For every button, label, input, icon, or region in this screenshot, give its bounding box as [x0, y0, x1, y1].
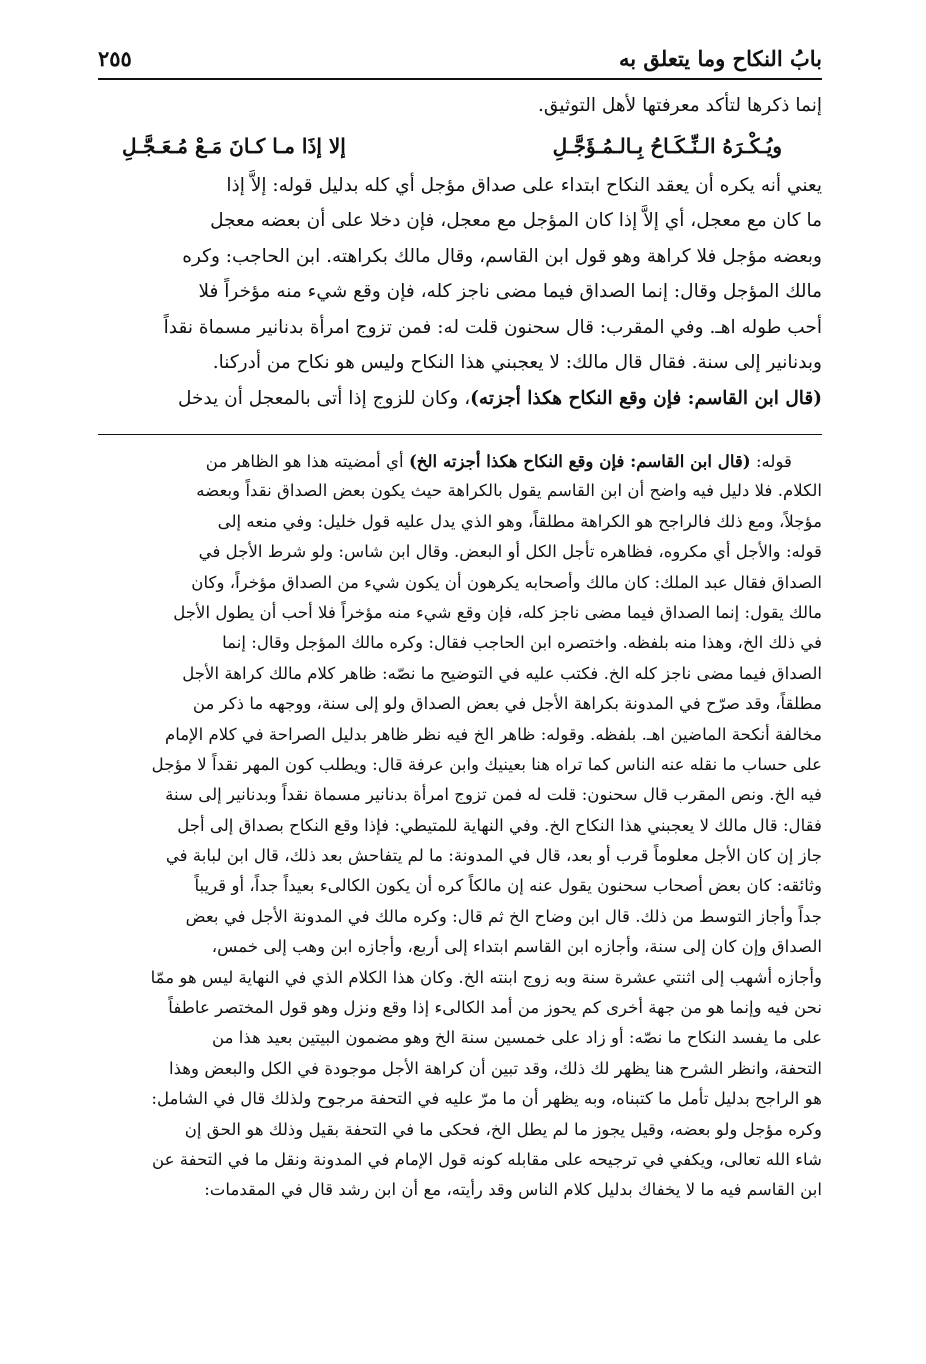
note-line: مطلقاً، وقد صرّح في المدونة بكراهة الأجل في بعض الصداق ولو إلى سنة، ووجهه ما ذكر من	[192, 694, 822, 714]
intro-line: إنما ذكرها لتأكد معرفتها لأهل التوثيق.	[538, 95, 822, 116]
text-line: ما كان مع معجل، أي إلاَّ إذا كان المؤجل مع معجل، فإن دخلا على أن بعضه معجل	[210, 210, 822, 231]
text-line: أحب طوله اهـ. وفي المقرب: قال سحنون قلت له: فمن تزوج امرأة بدنانير مسماة نقداً	[163, 316, 822, 338]
note-line: الصداق وإن كان إلى سنة، وأجازه ابن القاسم ابتداء إلى أربع، وأجازه ابن وهب إلى خمس،	[211, 937, 822, 957]
text-line: يعني أنه يكره أن يعقد النكاح ابتداء على صداق مؤجل أي كله بدليل قوله: إلاَّ إذا	[226, 174, 822, 196]
note-line: مؤجلاً، ومع ذلك فالراجح هو الكراهة مطلقاً، وهو الذي يدل عليه قول خليل: وفي منعه إلى	[217, 511, 822, 531]
note-line: الصداق فقال عبد الملك: كان مالك وأصحابه يكرهون أن يكون شيء من الصداق مؤخراً، وكان	[191, 572, 822, 592]
quote-rest: ، وكان للزوج إذا أتى بالمعجل أن يدخل	[177, 387, 471, 409]
note-line: على ما يفسد النكاح ما نصّه: أو زاد على خمسين سنة الخ وهو مضمون البيتين بعيد هذا من	[212, 1028, 822, 1048]
verse-hemistich-2: إلا إذَا مـا كـانَ مَـعْ مُـعَـجَّـلِ	[122, 133, 346, 158]
main-text	[98, 88, 822, 416]
note-line: فيه الخ. ونص المقرب قال سحنون: قلت له فمن تزوج امرأة بدنانير مسماة نقداً وبدنانير إلى سنة	[165, 785, 822, 805]
note-line: الصداق فيما مضى ناجز كله الخ. فكتب عليه في التوضيح ما نصّه: ظاهر كلام مالك كراهة الأجل	[182, 663, 822, 683]
note-quote-rest: أي أمضيته هذا هو الظاهر من	[205, 452, 409, 471]
note-first-line	[98, 446, 822, 476]
verse-hemistich-1: ويُـكْـرَهُ الـنِّـكَـاحُ بِـالـمُـؤَجَّـلِ	[552, 133, 782, 158]
note-line: قوله: والأجل أي مكروه، فظاهره تأجل الكل أو البعض. وقال ابن شاس: ولو شرط الأجل في	[198, 542, 822, 562]
running-title: بابُ النكاح وما يتعلق به	[618, 46, 822, 71]
note-line: التحفة، وانظر الشرح هنا يظهر لك ذلك، وقد تبين أن كراهة الأجل موجودة في الكل والبعض وهذا	[168, 1058, 822, 1078]
note-line: ابن القاسم فيه ما لا يخفاك بدليل كلام الناس وقد رأيته، مع أن ابن رشد قال في المقدمات:	[204, 1180, 822, 1200]
note-quote-bold: (قال ابن القاسم: فإن وقع النكاح هكذا أجزته الخ)	[408, 451, 751, 471]
text-line: مالك المؤجل وقال: إنما الصداق فيما مضى ناجز كله، فإن وقع شيء منه مؤخراً فلا	[198, 281, 822, 302]
note-line: على حساب ما نقله عنه الناس كما تراه هنا بعينيك وابن عرفة قال: ويطلب كون المهر نقداً لا مؤجل	[151, 754, 822, 774]
note-line: فقال: قال مالك لا يعجبني هذا النكاح الخ. وفي النهاية للمتيطي: فإذا وقع النكاح بصداق إلى أجل	[177, 815, 822, 835]
note-line: وكره مؤجل ولو بعضه، وقيل يجوز ما لم يطل الخ، فحكى ما في التحفة بقيل وذلك هو الحق إن	[184, 1119, 822, 1139]
verse	[98, 124, 822, 168]
page-number: ٢٥٥	[98, 46, 132, 71]
page-header	[98, 42, 822, 76]
text-line: وبعضه مؤجل فلا كراهة وهو قول ابن القاسم، وقال مالك بكراهته. ابن الحاجب: وكره	[182, 245, 822, 267]
quote-bold: (قال ابن القاسم: فإن وقع النكاح هكذا أجزته)	[470, 387, 822, 409]
note-line: جاز إن كان الأجل معلوماً قرب أو بعد، قال في المدونة: ما لم يتفاحش بعد ذلك، قال ابن لبابة في	[165, 846, 822, 866]
note-label: قوله:	[750, 452, 792, 471]
header-rule	[98, 78, 822, 80]
footnote-separator	[98, 434, 822, 435]
note-line: الكلام. فلا دليل فيه واضح أن ابن القاسم يقول بالكراهة حيث يكون بعض الصداق نقداً وبعضه	[196, 481, 822, 501]
note-line: نحن فيه وإنما هو من جهة أخرى كم يحوز من أمد الكالىء إذا وقع ونزل وهو قول المختصر عاطفاً	[168, 998, 822, 1018]
note-line: شاء الله تعالى، ويكفي في ترجيحه على مقابله كونه قول الإمام في المدونة ونقل ما في التحفة عن	[151, 1149, 822, 1169]
note-line: وأجازه أشهب إلى اثنتي عشرة سنة وبه زوج ابنته الخ. وكان هذا الكلام الذي في النهاية ليس هو ممّا	[150, 967, 822, 987]
note-line: مالك يقول: إنما الصداق فيما مضى ناجز كله، فإن وقع شيء منه مؤخراً فلا أحب أن يطول الأجل	[173, 602, 822, 622]
note-line: جداً وأجاز التوسط من ذلك. قال ابن وضاح الخ ثم قال: وكره مالك في المدونة الأجل في بعض	[185, 906, 822, 926]
text-line: وبدنانير إلى سنة. فقال قال مالك: لا يعجبني هذا النكاح وليس هو نكاح من أدركنا.	[212, 352, 822, 373]
note-line: مخالفة أنكحة الماضين اهـ. بلفظه. وقوله: ظاهر الخ فيه نظر ظاهر بدليل الصراحة في كلام الإمام	[164, 724, 822, 744]
note-line: وثائقه: كان بعض أصحاب سحنون يقول عنه إن مالكاً كره أن يكون الكالىء بعيداً جداً، أو قريباً	[194, 876, 822, 896]
note-line: هو الراجح بدليل تأمل ما كتبناه، وبه يظهر أن ما مرّ عليه في التحفة مرجوح ولذلك قال في الشامل:	[151, 1089, 822, 1109]
footnotes	[98, 446, 822, 1206]
note-line: في ذلك الخ، وهذا منه بلفظه. واختصره ابن الحاجب فقال: وكره مالك المؤجل وقال: إنما	[222, 633, 822, 653]
text-line-last	[98, 381, 822, 417]
